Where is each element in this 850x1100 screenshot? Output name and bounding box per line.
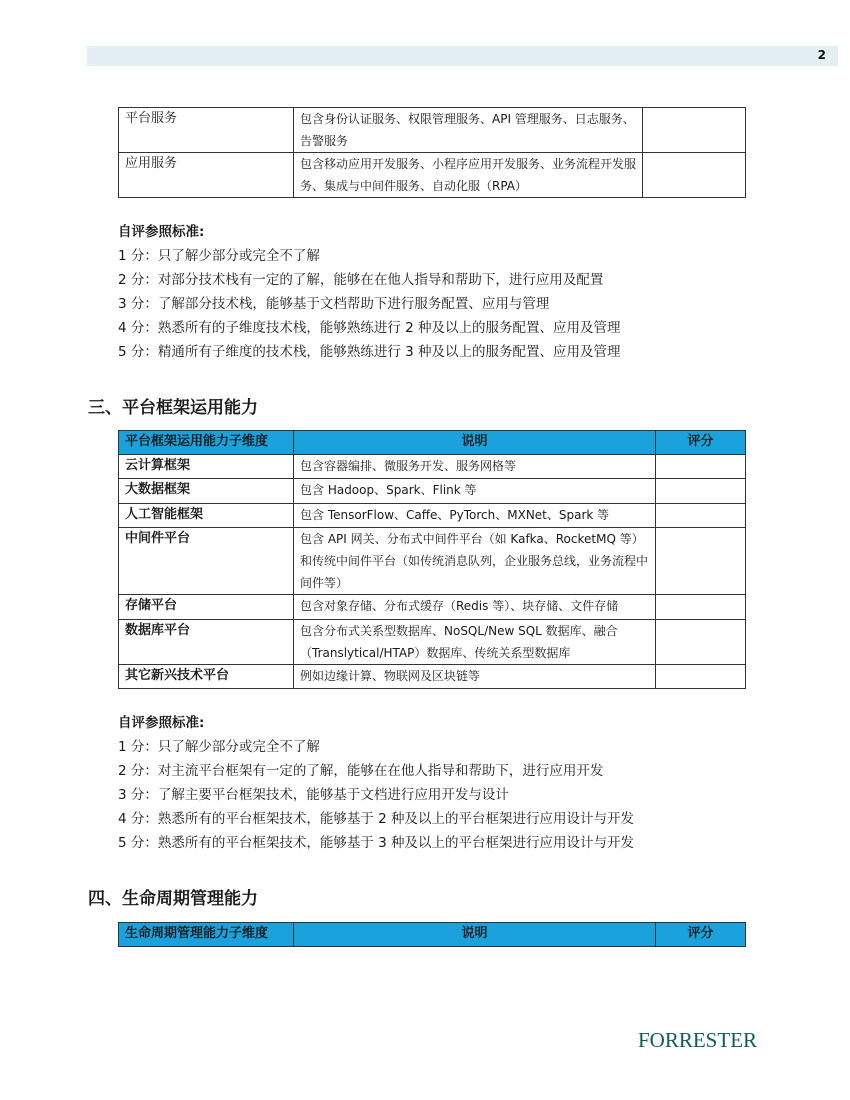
criteria-item: 4 分：熟悉所有的子维度技术栈，能够熟练进行 2 种及以上的服务配置、应用及管理 (118, 320, 621, 336)
criteria-item: 3 分：了解部分技术栈，能够基于文档帮助下进行服务配置、应用与管理 (118, 296, 550, 312)
row-name: 云计算框架 (119, 455, 294, 479)
page-number: 2 (817, 48, 826, 62)
platform-framework-table (118, 430, 746, 689)
row-desc: 包含 TensorFlow、Caffe、PyTorch、MXNet、Spark 等 (294, 504, 656, 528)
row-desc: 包含身份认证服务、权限管理服务、API 管理服务、日志服务、告警服务 (294, 108, 643, 153)
criteria-item: 2 分：对部分技术栈有一定的了解，能够在在他人指导和帮助下，进行应用及配置 (118, 272, 604, 288)
table-header-row (119, 923, 746, 947)
criteria-item: 3 分：了解主要平台框架技术，能够基于文档进行应用开发与设计 (118, 787, 509, 803)
table-row (119, 455, 746, 479)
criteria-item: 2 分：对主流平台框架有一定的了解，能够在在他人指导和帮助下，进行应用开发 (118, 763, 604, 779)
criteria-title: 自评参照标准: (118, 715, 205, 731)
row-score[interactable] (656, 479, 746, 504)
row-score[interactable] (656, 620, 746, 665)
col-header-description: 说明 (294, 431, 656, 455)
col-header-score: 评分 (656, 923, 746, 947)
row-desc: 包含容器编排、微服务开发、服务网格等 (294, 455, 656, 479)
row-name: 大数据框架 (119, 479, 294, 504)
services-table (118, 107, 746, 198)
row-score[interactable] (656, 528, 746, 595)
row-name: 存储平台 (119, 595, 294, 620)
row-score[interactable] (656, 504, 746, 528)
section-title-4: 四、生命周期管理能力 (88, 889, 258, 909)
table-row (119, 595, 746, 620)
self-assessment-criteria-1 (118, 220, 621, 364)
self-assessment-criteria-2 (118, 711, 634, 855)
page-header-bar (87, 46, 838, 66)
criteria-item: 5 分：精通所有子维度的技术栈，能够熟练进行 3 种及以上的服务配置、应用及管理 (118, 344, 621, 360)
col-header-dimension: 生命周期管理能力子维度 (119, 923, 294, 947)
section-title-3: 三、平台框架运用能力 (88, 398, 258, 418)
table-row (119, 153, 746, 198)
table-row (119, 108, 746, 153)
table-header-row (119, 431, 746, 455)
row-score[interactable] (643, 108, 746, 153)
table-row (119, 479, 746, 504)
table-row (119, 620, 746, 665)
col-header-dimension: 平台框架运用能力子维度 (119, 431, 294, 455)
row-name: 平台服务 (119, 108, 294, 153)
criteria-title: 自评参照标准: (118, 224, 205, 240)
row-desc: 包含 Hadoop、Spark、Flink 等 (294, 479, 656, 504)
row-desc: 包含 API 网关、分布式中间件平台（如 Kafka、RocketMQ 等）和传统中间件平台（如传统消息队列，企业服务总线，业务流程中间件等） (294, 528, 656, 595)
criteria-item: 1 分：只了解少部分或完全不了解 (118, 739, 320, 755)
row-name: 中间件平台 (119, 528, 294, 595)
row-score[interactable] (656, 455, 746, 479)
row-desc: 包含分布式关系型数据库、NoSQL/New SQL 数据库、融合（Translytical/HTAP）数据库、传统关系型数据库 (294, 620, 656, 665)
row-score[interactable] (643, 153, 746, 198)
row-name: 其它新兴技术平台 (119, 665, 294, 689)
row-desc: 包含对象存储、分布式缓存（Redis 等）、块存储、文件存储 (294, 595, 656, 620)
row-name: 人工智能框架 (119, 504, 294, 528)
row-score[interactable] (656, 665, 746, 689)
col-header-description: 说明 (294, 923, 656, 947)
row-desc: 包含移动应用开发服务、小程序应用开发服务、业务流程开发服务、集成与中间件服务、自动化服（RPA） (294, 153, 643, 198)
forrester-logo: FORRESTER (638, 1028, 758, 1052)
criteria-item: 1 分：只了解少部分或完全不了解 (118, 248, 320, 264)
lifecycle-management-table (118, 922, 746, 947)
row-name: 应用服务 (119, 153, 294, 198)
table-row (119, 504, 746, 528)
criteria-item: 4 分：熟悉所有的平台框架技术，能够基于 2 种及以上的平台框架进行应用设计与开发 (118, 811, 635, 827)
col-header-score: 评分 (656, 431, 746, 455)
row-desc: 例如边缘计算、物联网及区块链等 (294, 665, 656, 689)
row-score[interactable] (656, 595, 746, 620)
table-row (119, 665, 746, 689)
criteria-item: 5 分：熟悉所有的平台框架技术，能够基于 3 种及以上的平台框架进行应用设计与开发 (118, 835, 635, 851)
table-row (119, 528, 746, 595)
row-name: 数据库平台 (119, 620, 294, 665)
